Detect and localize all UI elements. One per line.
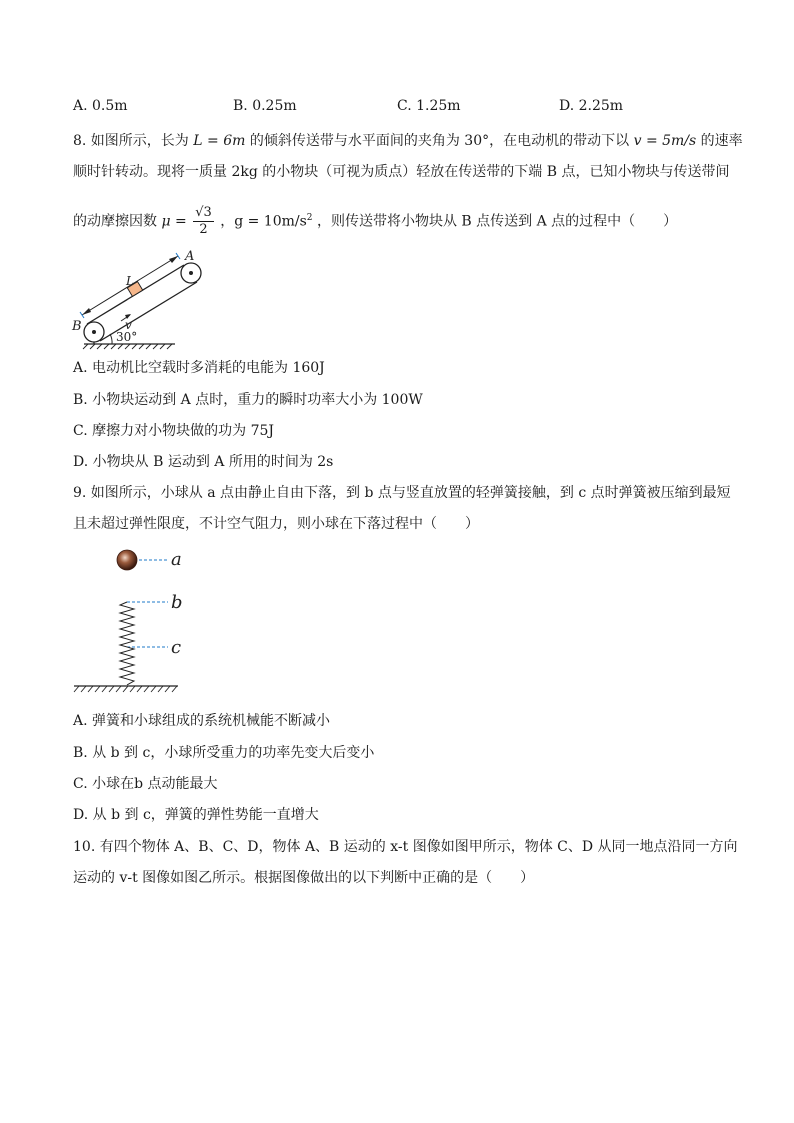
q9-spring: [120, 602, 134, 685]
q8-stem-line1: [73, 131, 743, 151]
q8-angle-arc: [110, 334, 112, 344]
q7-choice-a: A. 0.5m: [73, 98, 128, 114]
q9-option-a: A. 弹簧和小球组成的系统机械能不断减小: [73, 713, 331, 729]
q8-label-a: A: [185, 249, 195, 264]
q9-option-d: D. 从 b 到 c，弹簧的弹性势能一直增大: [73, 807, 319, 823]
q9-option-c: C. 小球在b 点动能最大: [73, 776, 218, 792]
q9-label-c: c: [171, 637, 182, 658]
q8-conveyor-figure: [70, 246, 210, 350]
q9-label-b: b: [171, 592, 183, 613]
q8-mid: 的倾斜传送带与水平面间的夹角为: [249, 133, 460, 149]
q8-mu-fraction: [193, 205, 214, 238]
q8-frac-den: 2: [199, 222, 208, 238]
q8-stem-line2: 顺时针转动。现将一质量 2kg 的小物块（可视为质点）轻放在传送带的下端 B 点，已知小物块与传送带间: [73, 164, 730, 180]
q9-option-b: B. 从 b 到 c，小球所受重力的功率先变大后变小: [73, 745, 375, 761]
q8-angle: 30°: [464, 133, 490, 149]
q10-stem-line2: 运动的 v-t 图像如图乙所示。根据图像做出的以下判断中正确的是（ ）: [73, 870, 535, 886]
q9-ball: [117, 550, 137, 570]
q7-choice-d: D. 2.25m: [559, 98, 624, 114]
q8-g-exp: 2: [306, 213, 313, 223]
q8-option-a: A. 电动机比空载时多消耗的电能为 160J: [73, 360, 325, 376]
q8-option-c: C. 摩擦力对小物块做的功为 75J: [73, 423, 274, 439]
q8-option-b: B. 小物块运动到 A 点时，重力的瞬时功率大小为 100W: [73, 392, 423, 408]
q8-label-b: B: [72, 319, 82, 334]
q8-g-expr: ，g = 10m/s: [220, 213, 307, 230]
q9-ground-hatch: [74, 686, 177, 692]
q8-mu: μ =: [161, 213, 187, 230]
q8-stem-line3: [73, 203, 677, 238]
q8-mid2: ，在电动机的带动下以: [489, 133, 630, 149]
q8-suffix: 的速率: [700, 133, 743, 149]
q9-stem-line1: 9. 如图所示，小球从 a 点由静止自由下落，到 b 点与竖直放置的轻弹簧接触，到 c 点时弹簧被压缩到最短: [73, 485, 731, 501]
q9-stem-line2: 且未超过弹性限度，不计空气阻力，则小球在下落过程中（ ）: [73, 516, 479, 532]
q8-length-expr: L = 6m: [193, 133, 246, 149]
q7-choice-c: C. 1.25m: [397, 98, 461, 114]
q8-belt-bottom: [100, 282, 197, 341]
q10-stem-line1: 10. 有四个物体 A、B、C、D，物体 A、B 运动的 x-t 图像如图甲所示，物体 C、D 从同一地点沿同一方向: [73, 839, 738, 855]
q8-option-d: D. 小物块从 B 运动到 A 所用的时间为 2s: [73, 454, 334, 470]
q9-spring-figure: [70, 544, 210, 696]
q8-label-angle: 30°: [116, 330, 138, 344]
q8-ground-hatch: [83, 344, 172, 349]
q8-speed-expr: v = 5m/s: [633, 133, 697, 149]
q9-label-a: a: [171, 549, 182, 570]
q8-frac-num: √3: [195, 205, 212, 221]
q8-label-v: v: [125, 318, 132, 332]
q8-prefix: 8. 如图所示，长为: [73, 133, 189, 149]
q7-choices: [73, 98, 713, 118]
q8-line3-prefix: 的动摩擦因数: [73, 213, 157, 230]
q8-label-l: L: [126, 274, 134, 288]
q8-line3-suffix: ，则传送带将小物块从 B 点传送到 A 点的过程中（ ）: [316, 213, 678, 230]
q7-choice-b: B. 0.25m: [233, 98, 297, 114]
